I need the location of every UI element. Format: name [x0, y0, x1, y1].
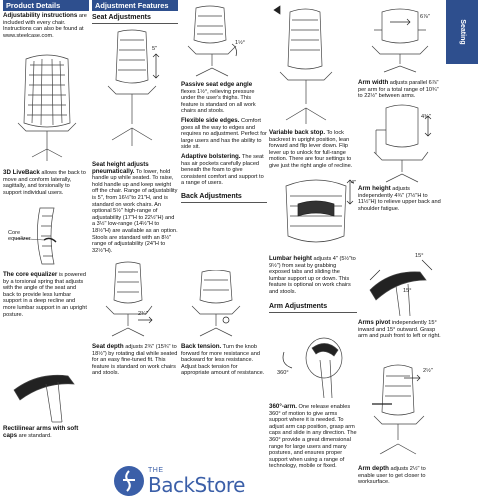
liveback-block	[3, 168, 89, 196]
backstore-logo-name: BackStore	[148, 473, 245, 497]
arm-depth-dimension: 2½"	[423, 368, 433, 374]
chair-back-illustration	[12, 53, 82, 165]
core-equalizer-text: is powered by a torsional spring that adjusts with the angle of the seat and back to provide less lumbar support in a deep recline and more lumbar support in an upright posture.	[3, 272, 87, 318]
arm-pivot-text: independently 15° inward and 15° outward. Grasp arm and push front to left or right.	[358, 320, 441, 340]
seating-side-tab-label: Seating	[459, 19, 466, 45]
adjustment-features-column	[92, 0, 178, 26]
seat-depth-illustration	[100, 260, 156, 340]
seat-edge-angle-block	[181, 80, 267, 205]
back-tension-title: Back tension.	[181, 343, 222, 350]
arm-pivot-block	[358, 318, 443, 340]
seat-edge-angle-dimension: 1½°	[235, 40, 246, 46]
adjustment-features-header: Adjustment Features	[92, 0, 178, 11]
seat-edge-angle-title: Passive seat edge angle	[181, 81, 253, 88]
back-adjustments-subheader: Back Adjustments	[181, 192, 267, 203]
core-equalizer-title: The core equalizer	[3, 271, 58, 278]
backstore-logo	[114, 466, 264, 498]
arm-width-text: adjusts parallel 6⅞" per arm for a total range of 10¾" to 22½" between arms.	[358, 80, 439, 100]
seat-depth-text: adjusts 2¾" (15¾" to 18½") by rotating dial while seated for an easy fine-tuned fit. This feature is standard on work chairs and stools.	[92, 344, 178, 377]
arm-depth-text: adjusts 2½" to enable user to get closer to worksurface.	[358, 466, 426, 486]
lumbar-height-title: Lumbar height	[269, 255, 312, 262]
lumbar-height-illustration	[276, 176, 356, 252]
lumbar-height-text: adjusts 4" (5½"to 9½") from seat by grabbing exposed tabs and sliding the lumbar support up or down. This feature is optional on work chairs and stools.	[269, 256, 356, 295]
adjustability-title: Adjustability instructions	[3, 12, 78, 19]
backstore-logo-mark	[114, 466, 144, 496]
variable-back-stop-text: To lock backrest in upright position, lean forward and flip lever down. Flip lever up to unlock for full-range motion. There are four settings to give just the right angle of recline.	[269, 130, 353, 169]
rectilinear-arms-text: are standard.	[17, 432, 52, 439]
arm-depth-title: Arm depth	[358, 465, 389, 472]
arm-360-illustration	[272, 328, 356, 402]
seat-depth-dimension: 2¾"	[138, 311, 148, 317]
adaptive-bolstering-text: The seat has air pockets carefully placed beneath the foam to give consistent comfort and support to a range of users.	[181, 153, 264, 187]
variable-back-stop-block	[269, 128, 357, 170]
arm-depth-block	[358, 464, 443, 486]
arm-360-block	[269, 402, 357, 470]
arm-pivot-illustration	[360, 250, 440, 320]
rectilinear-arm-illustration	[8, 366, 86, 426]
variable-back-stop-illustration	[272, 4, 340, 128]
arm-height-text: adjusts independently 4¾" (7½"H to 11½"H) to relieve upper back and shoulder fatigue.	[358, 186, 441, 212]
product-details-header: Product Details	[3, 0, 89, 11]
arm-pivot-title: Arms pivot	[358, 319, 391, 326]
arm-width-block	[358, 78, 443, 100]
arm-width-dimension: 6⅞"	[420, 14, 430, 20]
liveback-title: 3D LiveBack	[3, 169, 40, 176]
arm-height-dimension: 4¾"	[421, 114, 431, 120]
rectilinear-arms-title: Rectilinear arms with soft caps	[3, 425, 79, 439]
seat-height-illustration	[100, 28, 160, 154]
back-tension-illustration	[186, 270, 250, 340]
seat-adjustments-subheader: Seat Adjustments	[92, 13, 178, 24]
seating-side-tab	[446, 0, 478, 64]
rectilinear-arms-block	[3, 424, 89, 439]
seat-height-block	[92, 160, 178, 254]
lumbar-height-block	[269, 254, 357, 296]
variable-back-stop-title: Variable back stop.	[269, 129, 326, 136]
seat-depth-title: Seat depth	[92, 343, 124, 350]
seat-height-title: Seat height adjusts pneumatically.	[92, 161, 149, 175]
adaptive-bolstering-title: Adaptive bolstering.	[181, 152, 241, 160]
arm-360-dimension: 360°	[277, 370, 289, 376]
seat-depth-block	[92, 342, 178, 377]
core-equalizer-block	[3, 270, 89, 318]
arm-adjustments-header-block	[269, 300, 357, 315]
seat-height-text: To lower, hold handle up while seated. To raise, hold handle up and keep weight off the chair. Range of adjustability is 5", from 16½"to 21"H, and is standard on work chairs. An optional 5½" high-range of adjustability (17"H to 22½"H) and a 3½" low-range (14½"H to 18½"H) are available as an option. Stools are standard with an 8½" range of adjustability (24"H to 32½"H).	[92, 168, 178, 254]
seat-edge-angle-text: flexes 1½°, relieving pressure under the user's thighs. This feature is standard on all work chairs and stools.	[181, 88, 256, 115]
lumbar-height-dimension: 4"	[351, 180, 357, 186]
arm-360-title: 360°-arm.	[269, 403, 297, 410]
arm-adjustments-subheader: Arm Adjustments	[269, 302, 357, 313]
arm-pivot-inward-dimension: 15°	[415, 253, 424, 259]
back-tension-text: Turn the knob forward for more resistance and backward for less resistance. Adjust back tension for appropriate amount of resistance.	[181, 344, 265, 377]
arm-pivot-outward-dimension: 15°	[403, 288, 412, 294]
core-equalizer-label: Core equalizer	[8, 230, 31, 243]
liveback-text: allows the back to move and conform laterally, sagittally, and torsionally to support individual users.	[3, 170, 86, 196]
seat-height-dimension: 5"	[152, 46, 158, 52]
flexible-side-edges-text: Comfort goes all the way to edges and requires no adjustment. Perfect for large users and has the ability to side sit.	[181, 117, 267, 151]
adjustability-text: are included with every chair. Instructions can also be found at www.steelcase.com.	[3, 13, 87, 39]
arm-depth-illustration	[360, 360, 440, 462]
arm-height-block	[358, 184, 443, 212]
adjustability-paragraph	[3, 13, 89, 39]
arm-360-text: One release enables 360° of motion to give arms support where it is needed. To adjust arm cap position, grasp arm caps and slide in any direction. The 360° provide a great dimensional range for large users and many postures, and ensures proper support when using a range of technology, mobile or fixed.	[269, 404, 357, 470]
product-details-column	[3, 0, 89, 39]
back-tension-block	[181, 342, 267, 377]
arm-width-title: Arm width	[358, 79, 389, 86]
flexible-side-edges-title: Flexible side edges.	[181, 116, 240, 124]
arm-height-title: Arm height	[358, 185, 391, 192]
backstore-logo-the: THE	[148, 467, 164, 474]
